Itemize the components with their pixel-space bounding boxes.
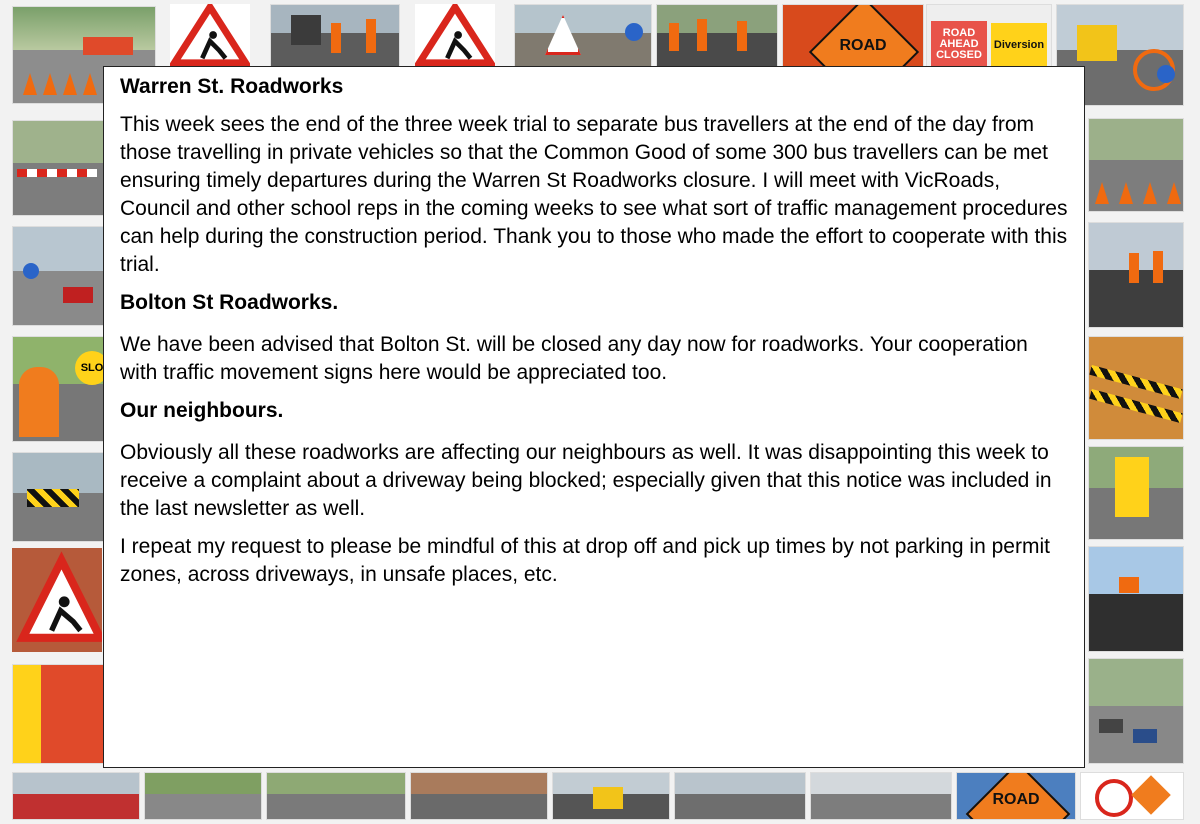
photo-traffic-controller <box>12 336 104 442</box>
photo-street-view <box>266 772 406 820</box>
photo-road-closed-signs <box>926 4 1052 68</box>
photo-barrier-tape <box>1088 336 1184 440</box>
photo-paving-crew <box>1088 222 1184 328</box>
section-body-neighbours: Obviously all these roadworks are affecting our neighbours as well. It was disappointing this week to receive a complaint about a driveway being blocked; especially given that this notice was included in the last newsletter as well. <box>120 441 1052 520</box>
section-heading-neighbours: Our neighbours. <box>120 399 284 422</box>
photo-road-barrier-bottom <box>12 772 140 820</box>
photo-fresh-asphalt <box>1088 546 1184 652</box>
photo-detour-sign <box>1088 446 1184 540</box>
photo-traffic-jam <box>1088 658 1184 764</box>
photo-sign-cluster <box>1080 772 1184 820</box>
photo-roadworks-site <box>514 4 652 68</box>
photo-road-crew <box>270 4 400 68</box>
road-work-sign-text: ROAD <box>992 791 1040 808</box>
keep-left-sign-icon <box>23 263 39 279</box>
road-ahead-closed-sign: ROAD AHEAD CLOSED <box>931 21 987 67</box>
section-heading-bolton-st: Bolton St Roadworks. <box>120 291 339 314</box>
photo-roller <box>552 772 670 820</box>
photo-barrier-notice <box>12 664 104 764</box>
roadworks-warning-sign-icon <box>170 4 250 66</box>
photo-road-work-sign-bottom <box>956 772 1076 820</box>
photo-workers-paving <box>656 4 778 68</box>
keep-left-sign-icon <box>625 23 643 41</box>
photo-grader <box>674 772 806 820</box>
roadworks-warning-sign-icon <box>415 4 495 66</box>
photo-road-work-sign <box>782 4 924 68</box>
photo-traffic-queue <box>12 226 104 326</box>
section-body-request: I repeat my request to please be mindful of this at drop off and pick up times by not parking in permit zones, across driveways, in unsafe places, etc. <box>120 535 1050 586</box>
section-body-bolton-st: We have been advised that Bolton St. will be closed any day now for roadworks. Your cooperation with traffic movement signs here would be appreciated too. <box>120 333 1028 384</box>
section-heading-warren-st: Warren St. Roadworks <box>120 75 344 98</box>
keep-left-sign-icon <box>1157 65 1175 83</box>
roadworks-warning-sign-icon <box>12 548 102 652</box>
road-work-sign-text: ROAD <box>839 37 887 54</box>
photo-intersection <box>410 772 548 820</box>
newsletter-text-panel <box>103 66 1085 768</box>
photo-roadside <box>810 772 952 820</box>
barrier-board <box>83 37 133 55</box>
photo-road-barrier-boom <box>12 120 104 216</box>
photo-chevron-board <box>12 452 104 542</box>
section-body-warren-st: This week sees the end of the three week trial to separate bus travellers at the end of the day from those travelling in private vehicles so that the Common Good of some 300 bus travellers can be met ensuring timely departures during the Warren St Roadworks closure. I will meet with VicRoads, Council and other school reps in the coming weeks to see what sort of traffic management procedures can help during the construction period. Thank you to those who made the effort to cooperate with this trial. <box>120 113 1068 276</box>
photo-street-trees <box>144 772 262 820</box>
photo-cones-row <box>1088 118 1184 212</box>
slow-sign: SLO <box>75 351 104 385</box>
diversion-sign: Diversion <box>991 23 1047 67</box>
